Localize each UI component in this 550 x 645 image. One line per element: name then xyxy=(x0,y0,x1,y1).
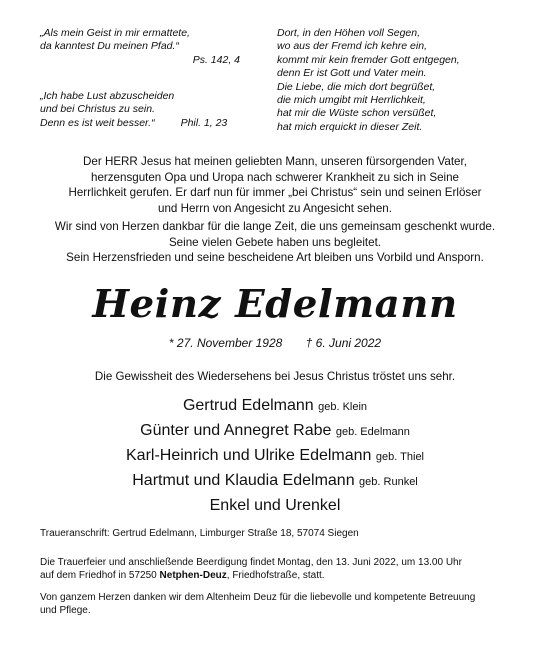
announcement-line: und Herrn von Angesicht zu Angesicht sehen. xyxy=(158,201,392,215)
funeral-line xyxy=(40,570,520,583)
gratitude-line: Wir sind von Herzen dankbar für die lange Zeit, die uns gemeinsam geschenkt wurde. xyxy=(54,220,496,233)
hymn-line: hat mich erquickt in dieser Zeit. xyxy=(277,120,423,133)
condolence-address: Traueranschrift: Gertrud Edelmann, Limburger Straße 18, 57074 Siegen xyxy=(40,528,359,539)
death-date: † 6. Juni 2022 xyxy=(305,336,382,350)
maiden-name: geb. Klein xyxy=(318,401,368,413)
verse-line: „Als mein Geist in mir ermattete, xyxy=(40,27,190,39)
mourner-entry xyxy=(20,494,530,517)
funeral-info xyxy=(40,557,520,582)
gratitude-line: Sein Herzensfrieden und seine bescheidene Art bleiben uns Vorbild und Ansporn. xyxy=(66,251,484,265)
birth-date: * 27. November 1928 xyxy=(168,336,283,350)
hymn-line: Die Liebe, die mich dort begrüßet, xyxy=(277,80,436,93)
gratitude-line: Seine vielen Gebete haben uns begleitet. xyxy=(168,235,382,249)
hymn-line: denn Er ist Gott und Vater mein. xyxy=(277,67,427,80)
maiden-name: geb. Runkel xyxy=(359,476,418,488)
comfort-motto: Die Gewissheit des Wiedersehens bei Jesus Christus tröstet uns sehr. xyxy=(94,370,456,383)
deceased-name: Heinz Edelmann xyxy=(92,281,458,326)
announcement-line: herzensguten Opa und Uropa nach schwerer Krankheit zu sich in Seine xyxy=(91,170,459,184)
hymn-line: Dort, in den Höhen voll Segen, xyxy=(277,27,421,39)
gratitude-text xyxy=(20,219,530,266)
hymn-line: kommt mir kein fremder Gott entgegen, xyxy=(277,53,460,66)
hymn-verse xyxy=(277,27,507,134)
thanks-line: und Pflege. xyxy=(40,604,91,616)
funeral-text: auf dem Friedhof in 57250 xyxy=(40,569,160,581)
thanks-note xyxy=(40,592,520,617)
bible-verse-philippians xyxy=(40,90,240,130)
verse-reference: Ps. 142, 4 xyxy=(192,53,240,66)
life-dates xyxy=(20,336,530,350)
mourner-names: Karl-Heinrich und Ulrike Edelmann xyxy=(126,447,372,464)
funeral-line: Die Trauerfeier und anschließende Beerdigung findet Montag, den 13. Juni 2022, um 13.00 Uhr xyxy=(40,557,462,568)
mourner-entry xyxy=(20,394,530,419)
mourner-names: Günter und Annegret Rabe xyxy=(140,422,332,439)
mourner-entry xyxy=(20,419,530,444)
verse-line: Denn es ist weit besser.“ xyxy=(40,116,155,129)
mourner-entry xyxy=(20,444,530,469)
hymn-line: die mich umgibt mit Herrlichkeit, xyxy=(277,94,426,107)
verse-line-with-ref xyxy=(40,117,240,130)
funeral-location: Netphen-Deuz xyxy=(159,569,227,581)
thanks-line: Von ganzem Herzen danken wir dem Altenheim Deuz für die liebevolle und kompetente Betreuung xyxy=(40,592,476,603)
verse-reference: Phil. 1, 23 xyxy=(180,116,228,129)
mourner-names: Hartmut und Klaudia Edelmann xyxy=(132,472,355,489)
mourner-entry xyxy=(20,469,530,494)
mourner-names: Gertrud Edelmann xyxy=(182,397,314,414)
hymn-line: hat mir die Wüste schon versüßet, xyxy=(277,107,437,120)
bible-verse-psalm xyxy=(40,27,240,67)
announcement-line: Herrlichkeit gerufen. Er darf nun für immer „bei Christus“ sein und seinen Erlöser xyxy=(68,186,482,200)
maiden-name: geb. Thiel xyxy=(375,451,424,463)
announcement-text xyxy=(20,154,530,216)
maiden-name: geb. Edelmann xyxy=(335,426,410,438)
mourners-list xyxy=(20,394,530,517)
verse-line: da kanntest Du meinen Pfad.“ xyxy=(40,40,179,53)
mourner-names: Enkel und Urenkel xyxy=(209,497,341,514)
announcement-line: Der HERR Jesus hat meinen geliebten Mann, unseren fürsorgenden Vater, xyxy=(83,155,467,168)
funeral-text: , Friedhofstraße, statt. xyxy=(226,569,325,581)
verse-line: und bei Christus zu sein. xyxy=(40,103,155,116)
hymn-line: wo aus der Fremd ich kehre ein, xyxy=(277,40,427,53)
verse-line: „Ich habe Lust abzuscheiden xyxy=(40,90,175,102)
